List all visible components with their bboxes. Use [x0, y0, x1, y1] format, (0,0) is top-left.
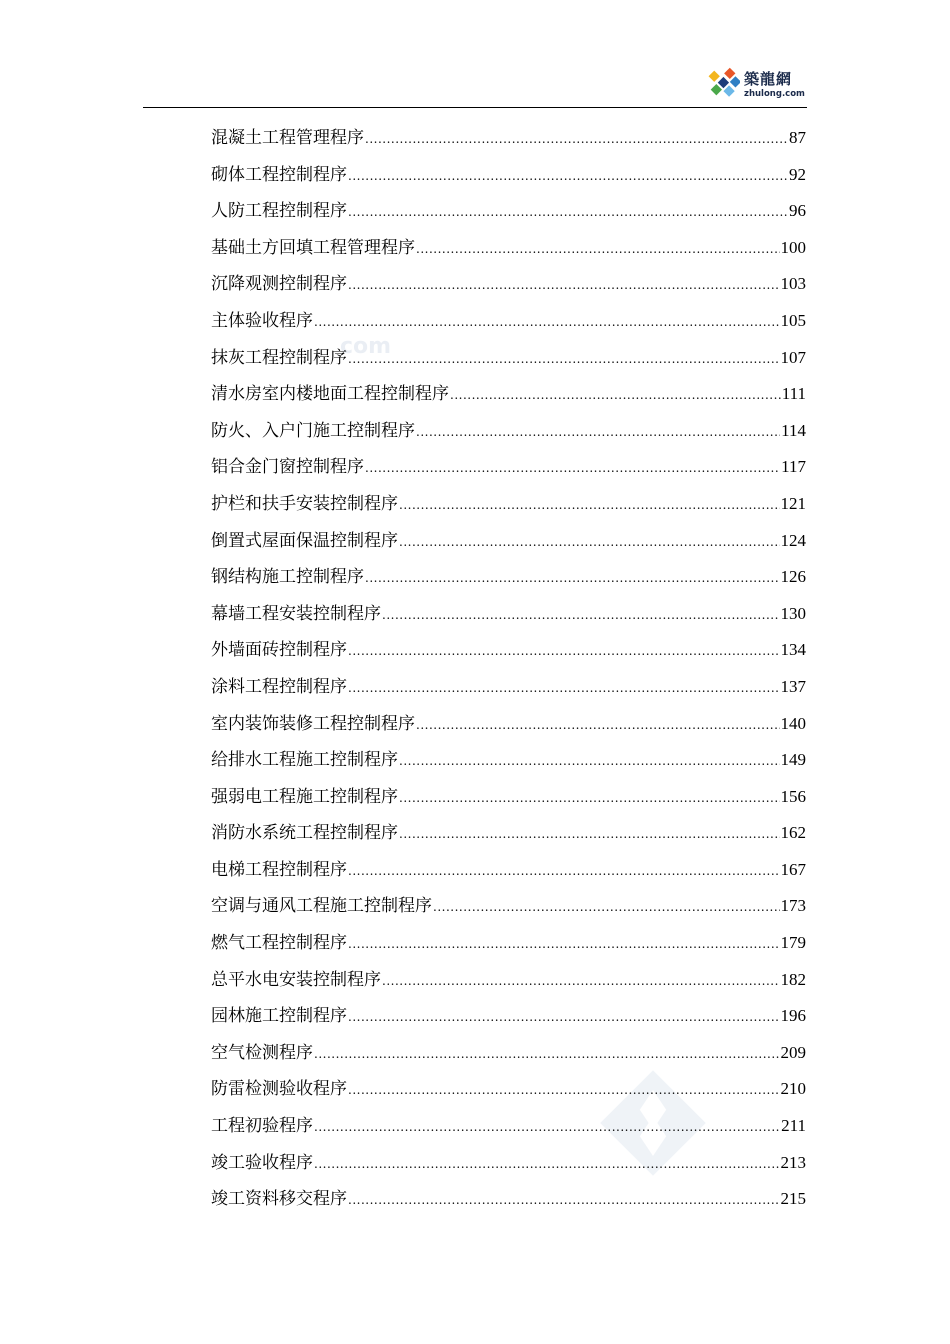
toc-entry-title: 铝合金门窗控制程序 [211, 457, 364, 478]
toc-entry-title: 强弱电工程施工控制程序 [211, 786, 398, 807]
toc-entry-title: 基础土方回填工程管理程序 [211, 237, 415, 258]
toc-entry-page-number: 179 [780, 933, 806, 953]
toc-dot-leader [399, 820, 780, 848]
toc-dot-leader [399, 784, 780, 812]
toc-entry-title: 燃气工程控制程序 [211, 933, 347, 954]
toc-entry-page-number: 105 [780, 310, 806, 330]
toc-entry-page-number: 137 [780, 676, 806, 696]
toc-entry-page-number: 211 [781, 1116, 806, 1136]
toc-entry-page-number: 96 [789, 201, 806, 221]
toc-entry-title: 园林施工控制程序 [211, 1006, 347, 1027]
toc-dot-leader [416, 711, 780, 739]
toc-dot-leader [382, 967, 780, 995]
toc-entry-page-number: 140 [780, 713, 806, 733]
toc-entry-title: 钢结构施工控制程序 [211, 567, 364, 588]
toc-dot-leader [348, 162, 788, 190]
toc-entry[interactable] [211, 1002, 806, 1039]
toc-dot-leader [416, 235, 780, 263]
toc-entry[interactable] [211, 307, 806, 344]
toc-entry-page-number: 167 [780, 859, 806, 879]
toc-entry[interactable] [211, 1185, 806, 1222]
toc-entry-title: 空调与通风工程施工控制程序 [211, 896, 432, 917]
toc-dot-leader [348, 1003, 780, 1031]
toc-dot-leader [365, 564, 780, 592]
toc-entry[interactable] [211, 563, 806, 600]
toc-entry[interactable] [211, 270, 806, 307]
toc-entry-page-number: 114 [781, 420, 806, 440]
toc-entry-title: 清水房室内楼地面工程控制程序 [211, 384, 449, 405]
toc-entry-page-number: 196 [780, 1006, 806, 1026]
toc-entry-title: 总平水电安装控制程序 [211, 969, 381, 990]
toc-entry-page-number: 209 [780, 1042, 806, 1062]
toc-dot-leader [348, 857, 780, 885]
toc-entry[interactable] [211, 1112, 806, 1149]
toc-entry[interactable] [211, 1039, 806, 1076]
toc-entry[interactable] [211, 673, 806, 710]
toc-entry-title: 幕墙工程安装控制程序 [211, 603, 381, 624]
toc-dot-leader [382, 601, 780, 629]
header-divider [143, 107, 807, 108]
toc-entry[interactable] [211, 124, 806, 161]
toc-entry-page-number: 130 [780, 603, 806, 623]
watermark-text: com [340, 334, 392, 359]
toc-entry-page-number: 149 [780, 750, 806, 770]
toc-entry-title: 室内装饰装修工程控制程序 [211, 713, 415, 734]
toc-dot-leader [348, 1186, 780, 1214]
toc-entry-title: 沉降观测控制程序 [211, 274, 347, 295]
toc-entry-title: 外墙面砖控制程序 [211, 640, 347, 661]
toc-dot-leader [314, 1040, 780, 1068]
toc-entry-title: 工程初验程序 [211, 1116, 313, 1137]
toc-dot-leader [348, 674, 780, 702]
toc-entry-title: 空气检测程序 [211, 1042, 313, 1063]
toc-dot-leader [314, 1113, 780, 1141]
toc-dot-leader [348, 271, 780, 299]
toc-entry-title: 竣工验收程序 [211, 1152, 313, 1173]
toc-entry[interactable] [211, 600, 806, 637]
toc-entry[interactable] [211, 819, 806, 856]
toc-entry-page-number: 107 [780, 347, 806, 367]
toc-dot-leader [348, 345, 780, 373]
toc-dot-leader [348, 1076, 780, 1104]
toc-entry-page-number: 215 [780, 1189, 806, 1209]
toc-entry-page-number: 111 [781, 384, 806, 404]
toc-entry[interactable] [211, 417, 806, 454]
site-logo[interactable] [704, 66, 814, 104]
toc-entry-title: 防雷检测验收程序 [211, 1079, 347, 1100]
toc-dot-leader [399, 528, 780, 556]
toc-entry[interactable] [211, 746, 806, 783]
toc-entry-title: 涂料工程控制程序 [211, 676, 347, 697]
toc-entry[interactable] [211, 527, 806, 564]
toc-entry-page-number: 162 [780, 823, 806, 843]
toc-entry-title: 电梯工程控制程序 [211, 859, 347, 880]
toc-entry-title: 护栏和扶手安装控制程序 [211, 493, 398, 514]
toc-entry-page-number: 117 [781, 457, 806, 477]
toc-entry-page-number: 92 [789, 164, 806, 184]
toc-entry-page-number: 173 [780, 896, 806, 916]
toc-dot-leader [399, 491, 780, 519]
toc-entry-title: 主体验收程序 [211, 310, 313, 331]
toc-entry[interactable] [211, 929, 806, 966]
toc-dot-leader [348, 930, 780, 958]
table-of-contents [211, 124, 806, 1222]
page-header [0, 0, 950, 110]
toc-dot-leader [348, 198, 788, 226]
toc-dot-leader [399, 747, 780, 775]
toc-entry[interactable] [211, 453, 806, 490]
toc-entry-page-number: 182 [780, 969, 806, 989]
toc-dot-leader [416, 418, 780, 446]
toc-entry-title: 消防水系统工程控制程序 [211, 823, 398, 844]
toc-entry[interactable] [211, 892, 806, 929]
toc-entry[interactable] [211, 161, 806, 198]
toc-dot-leader [365, 125, 788, 153]
toc-entry-page-number: 124 [780, 530, 806, 550]
toc-entry[interactable] [211, 380, 806, 417]
toc-entry-title: 给排水工程施工控制程序 [211, 750, 398, 771]
toc-entry-page-number: 126 [780, 567, 806, 587]
toc-entry[interactable] [211, 197, 806, 234]
toc-dot-leader [365, 454, 780, 482]
toc-entry-page-number: 103 [780, 274, 806, 294]
toc-entry[interactable] [211, 636, 806, 673]
toc-entry[interactable] [211, 490, 806, 527]
toc-entry-title: 抹灰工程控制程序 [211, 347, 347, 368]
toc-entry[interactable] [211, 344, 806, 381]
toc-entry[interactable] [211, 710, 806, 747]
toc-entry-title: 竣工资料移交程序 [211, 1189, 347, 1210]
toc-entry-title: 混凝土工程管理程序 [211, 128, 364, 148]
toc-dot-leader [314, 308, 780, 336]
toc-dot-leader [450, 381, 781, 409]
zhulong-logo-icon [704, 66, 740, 102]
toc-entry[interactable] [211, 783, 806, 820]
toc-entry-title: 防火、入户门施工控制程序 [211, 420, 415, 441]
toc-entry[interactable] [211, 234, 806, 271]
toc-entry[interactable] [211, 856, 806, 893]
toc-dot-leader [433, 893, 780, 921]
toc-entry-page-number: 121 [780, 493, 806, 513]
logo-chinese-text: 築龍網 [744, 70, 793, 88]
toc-dot-leader [314, 1150, 780, 1178]
toc-entry[interactable] [211, 966, 806, 1003]
toc-entry-title: 人防工程控制程序 [211, 201, 347, 222]
toc-entry-page-number: 156 [780, 786, 806, 806]
logo-domain-text: zhulong.com [744, 89, 805, 99]
toc-entry-page-number: 87 [789, 128, 806, 147]
toc-entry-page-number: 134 [780, 640, 806, 660]
toc-dot-leader [348, 637, 780, 665]
toc-entry[interactable] [211, 1149, 806, 1186]
toc-entry-page-number: 210 [780, 1079, 806, 1099]
toc-entry-title: 倒置式屋面保温控制程序 [211, 530, 398, 551]
toc-entry-page-number: 213 [780, 1152, 806, 1172]
toc-entry-page-number: 100 [780, 237, 806, 257]
toc-entry-title: 砌体工程控制程序 [211, 164, 347, 185]
toc-entry[interactable] [211, 1075, 806, 1112]
